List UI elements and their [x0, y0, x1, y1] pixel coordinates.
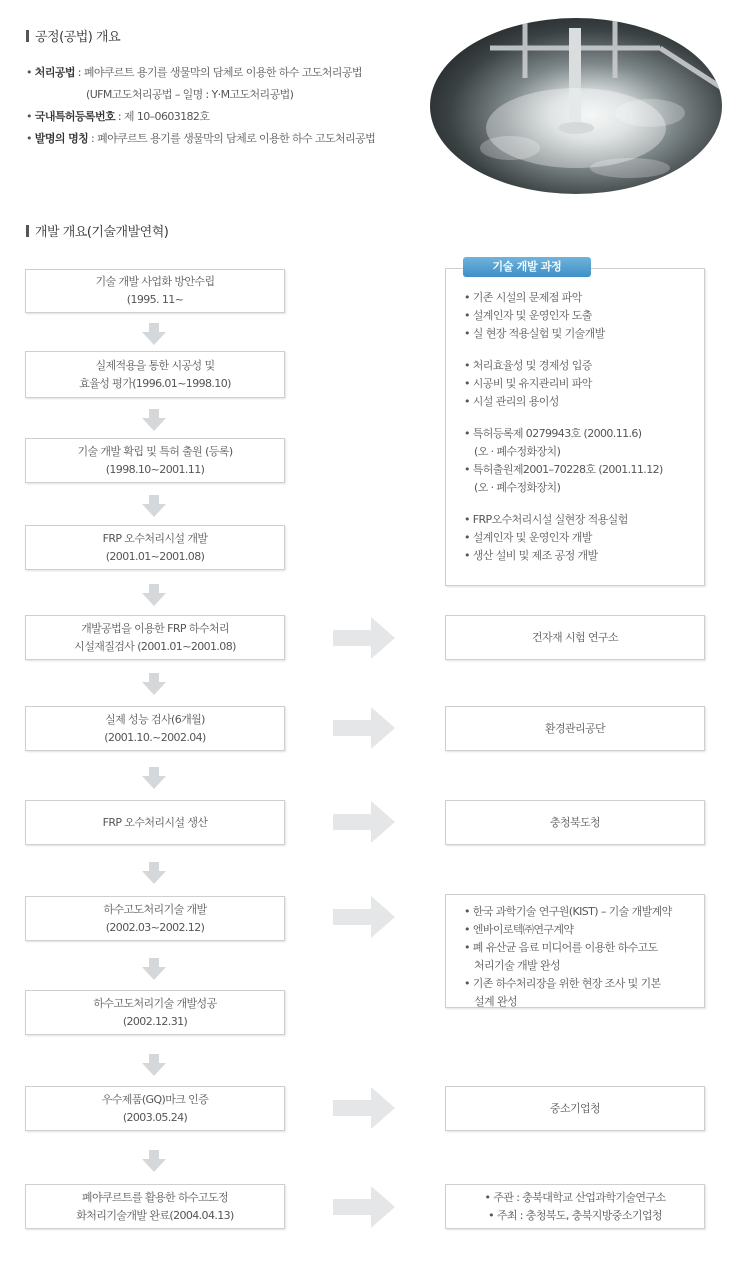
partner-final: • 주관 : 충북대학교 산업과학기술연구소 • 주최 : 충청북도, 충북지방중소기업청	[445, 1184, 705, 1229]
overview-title: 공정(공법) 개요	[26, 26, 120, 45]
step-10: 우수제품(GQ)마크 인증 (2003.05.24)	[25, 1086, 285, 1131]
step-8: 하수고도처리기술 개발 (2002.03~2002.12)	[25, 896, 285, 941]
history-title: 개발 개요(기술개발연혁)	[26, 221, 168, 240]
down-arrow-icon	[142, 1054, 166, 1076]
down-arrow-icon	[142, 323, 166, 345]
right-arrow-icon	[333, 1087, 395, 1129]
right-arrow-icon	[333, 617, 395, 659]
down-arrow-icon	[142, 767, 166, 789]
right-arrow-icon	[333, 896, 395, 938]
partner-sme: 중소기업청	[445, 1086, 705, 1131]
title-bar-icon	[26, 30, 29, 42]
step-3: 기술 개발 확립 및 특허 출원 (등록) (1998.10~2001.11)	[25, 438, 285, 483]
down-arrow-icon	[142, 673, 166, 695]
right-arrow-icon	[333, 801, 395, 843]
patent-row: • 국내특허등록번호 : 제 10–0603182호	[26, 110, 210, 123]
overview-info	[26, 62, 416, 150]
title-bar-icon	[26, 225, 29, 237]
down-arrow-icon	[142, 1150, 166, 1172]
down-arrow-icon	[142, 495, 166, 517]
down-arrow-icon	[142, 409, 166, 431]
down-arrow-icon	[142, 862, 166, 884]
partner-env-corp: 환경관리공단	[445, 706, 705, 751]
partner-kist: • 한국 과학기술 연구원(KIST) – 기술 개발계약 • 엔바이로텍㈜연구계약 • 폐 유산균 음료 미디어를 이용한 하수고도 처리기술 개발 완성 • 기존 하수처리장을 위한 현장 조사 및 기본 설계 완성	[445, 894, 705, 1008]
step-5: 개발공법을 이용한 FRP 하수처리 시설재질검사 (2001.01~2001.08)	[25, 615, 285, 660]
step-11: 폐야쿠르트를 활용한 하수고도정 화처리기술개발 완료(2004.04.13)	[25, 1184, 285, 1229]
step-9: 하수고도처리기술 개발성공 (2002.12.31)	[25, 990, 285, 1035]
process-box: • 기존 시설의 문제점 파악 • 설계인자 및 운영인자 도출 • 실 현장 적용실험 및 기술개발 • 처리효율성 및 경제성 입증 • 시공비 및 유지관리비 파악 • 시설 관리의 용이성 • 특허등록제 0279943호 (2000.11.6) (오 · 폐수정화장치) • 특허출원제2001–70228호 (2001.11.12) (오 · 폐수정화장치) • FRP오수처리시설 실현장 적용실험 • 설계인자 및 운영인자 개발 • 생산 설비 및 제조 공정 개발	[445, 268, 705, 586]
step-7: FRP 오수처리시설 생산	[25, 800, 285, 845]
step-6: 실제 성능 검사(6개월) (2001.10.~2002.04)	[25, 706, 285, 751]
method-sub-row: (UFM고도처리공법 – 일명 : Y·M고도처리공법)	[86, 88, 294, 101]
down-arrow-icon	[142, 584, 166, 606]
right-arrow-icon	[333, 707, 395, 749]
step-1: 기술 개발 사업화 방안수립 (1995. 11~	[25, 269, 285, 313]
right-arrow-icon	[333, 1186, 395, 1228]
partner-province: 충청북도청	[445, 800, 705, 845]
process-badge: 기술 개발 과정	[463, 257, 591, 277]
method-row: • 처리공법 : 폐야쿠르트 용기를 생물막의 담체로 이용한 하수 고도처리공법	[26, 66, 362, 79]
partner-test-lab: 건자재 시험 연구소	[445, 615, 705, 660]
step-4: FRP 오수처리시설 개발 (2001.01~2001.08)	[25, 525, 285, 570]
invention-row: • 발명의 명칭 : 폐야쿠르트 용기를 생물막의 담체로 이용한 하수 고도처리공법	[26, 132, 376, 145]
step-2: 실제적용을 통한 시공성 및 효율성 평가(1996.01~1998.10)	[25, 351, 285, 398]
process-photo	[430, 18, 722, 194]
down-arrow-icon	[142, 958, 166, 980]
